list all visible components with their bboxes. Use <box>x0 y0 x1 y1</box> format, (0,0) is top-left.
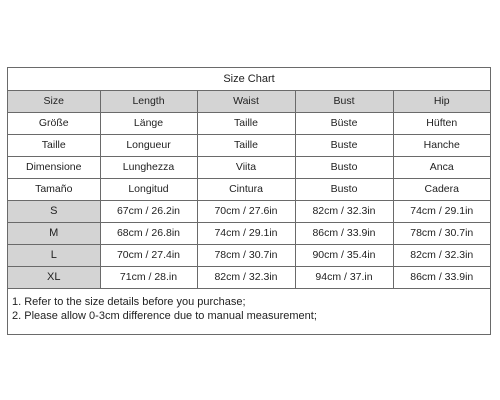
table-cell: 70cm / 27.4in <box>100 245 197 267</box>
label-row <box>8 157 490 179</box>
table-cell: 68cm / 26.8in <box>100 223 197 245</box>
table-cell: 94cm / 37.in <box>295 267 393 289</box>
size-table <box>8 68 490 289</box>
size-chart <box>7 67 491 335</box>
table-cell: 74cm / 29.1in <box>393 201 490 223</box>
label-row <box>8 135 490 157</box>
table-cell: 86cm / 33.9in <box>295 223 393 245</box>
table-cell: Busto <box>295 157 393 179</box>
column-header: Hip <box>393 91 490 113</box>
table-cell: 82cm / 32.3in <box>393 245 490 267</box>
table-cell: 86cm / 33.9in <box>393 267 490 289</box>
size-row <box>8 245 490 267</box>
table-cell: Taille <box>197 113 295 135</box>
table-cell: Größe <box>8 113 100 135</box>
table-cell: 82cm / 32.3in <box>197 267 295 289</box>
column-header: Waist <box>197 91 295 113</box>
column-header: Size <box>8 91 100 113</box>
size-label: M <box>8 223 100 245</box>
table-cell: 82cm / 32.3in <box>295 201 393 223</box>
table-cell: Cintura <box>197 179 295 201</box>
table-cell: Hanche <box>393 135 490 157</box>
size-row <box>8 223 490 245</box>
table-cell: Länge <box>100 113 197 135</box>
table-cell: Longitud <box>100 179 197 201</box>
size-row <box>8 201 490 223</box>
table-cell: 67cm / 26.2in <box>100 201 197 223</box>
chart-title: Size Chart <box>8 68 490 91</box>
table-cell: 78cm / 30.7in <box>197 245 295 267</box>
table-cell: Büste <box>295 113 393 135</box>
note-line: 1. Refer to the size details before you purchase; <box>12 296 246 308</box>
table-cell: Taille <box>197 135 295 157</box>
table-cell: Dimensione <box>8 157 100 179</box>
table-cell: Tamaño <box>8 179 100 201</box>
table-cell: Taille <box>8 135 100 157</box>
notes-section <box>8 289 490 323</box>
table-cell: Anca <box>393 157 490 179</box>
table-cell: Buste <box>295 135 393 157</box>
table-header-row <box>8 91 490 113</box>
table-cell: Busto <box>295 179 393 201</box>
table-cell: 70cm / 27.6in <box>197 201 295 223</box>
size-row <box>8 267 490 289</box>
table-cell: 78cm / 30.7in <box>393 223 490 245</box>
table-cell: Cadera <box>393 179 490 201</box>
table-cell: 71cm / 28.in <box>100 267 197 289</box>
table-cell: Hüften <box>393 113 490 135</box>
label-row <box>8 179 490 201</box>
table-cell: 74cm / 29.1in <box>197 223 295 245</box>
table-title-row <box>8 68 490 91</box>
table-cell: 90cm / 35.4in <box>295 245 393 267</box>
table-cell: Viita <box>197 157 295 179</box>
size-label: XL <box>8 267 100 289</box>
label-row <box>8 113 490 135</box>
size-label: L <box>8 245 100 267</box>
table-cell: Longueur <box>100 135 197 157</box>
note-line: 2. Please allow 0-3cm difference due to manual measurement; <box>12 310 317 322</box>
size-label: S <box>8 201 100 223</box>
table-cell: Lunghezza <box>100 157 197 179</box>
column-header: Length <box>100 91 197 113</box>
column-header: Bust <box>295 91 393 113</box>
